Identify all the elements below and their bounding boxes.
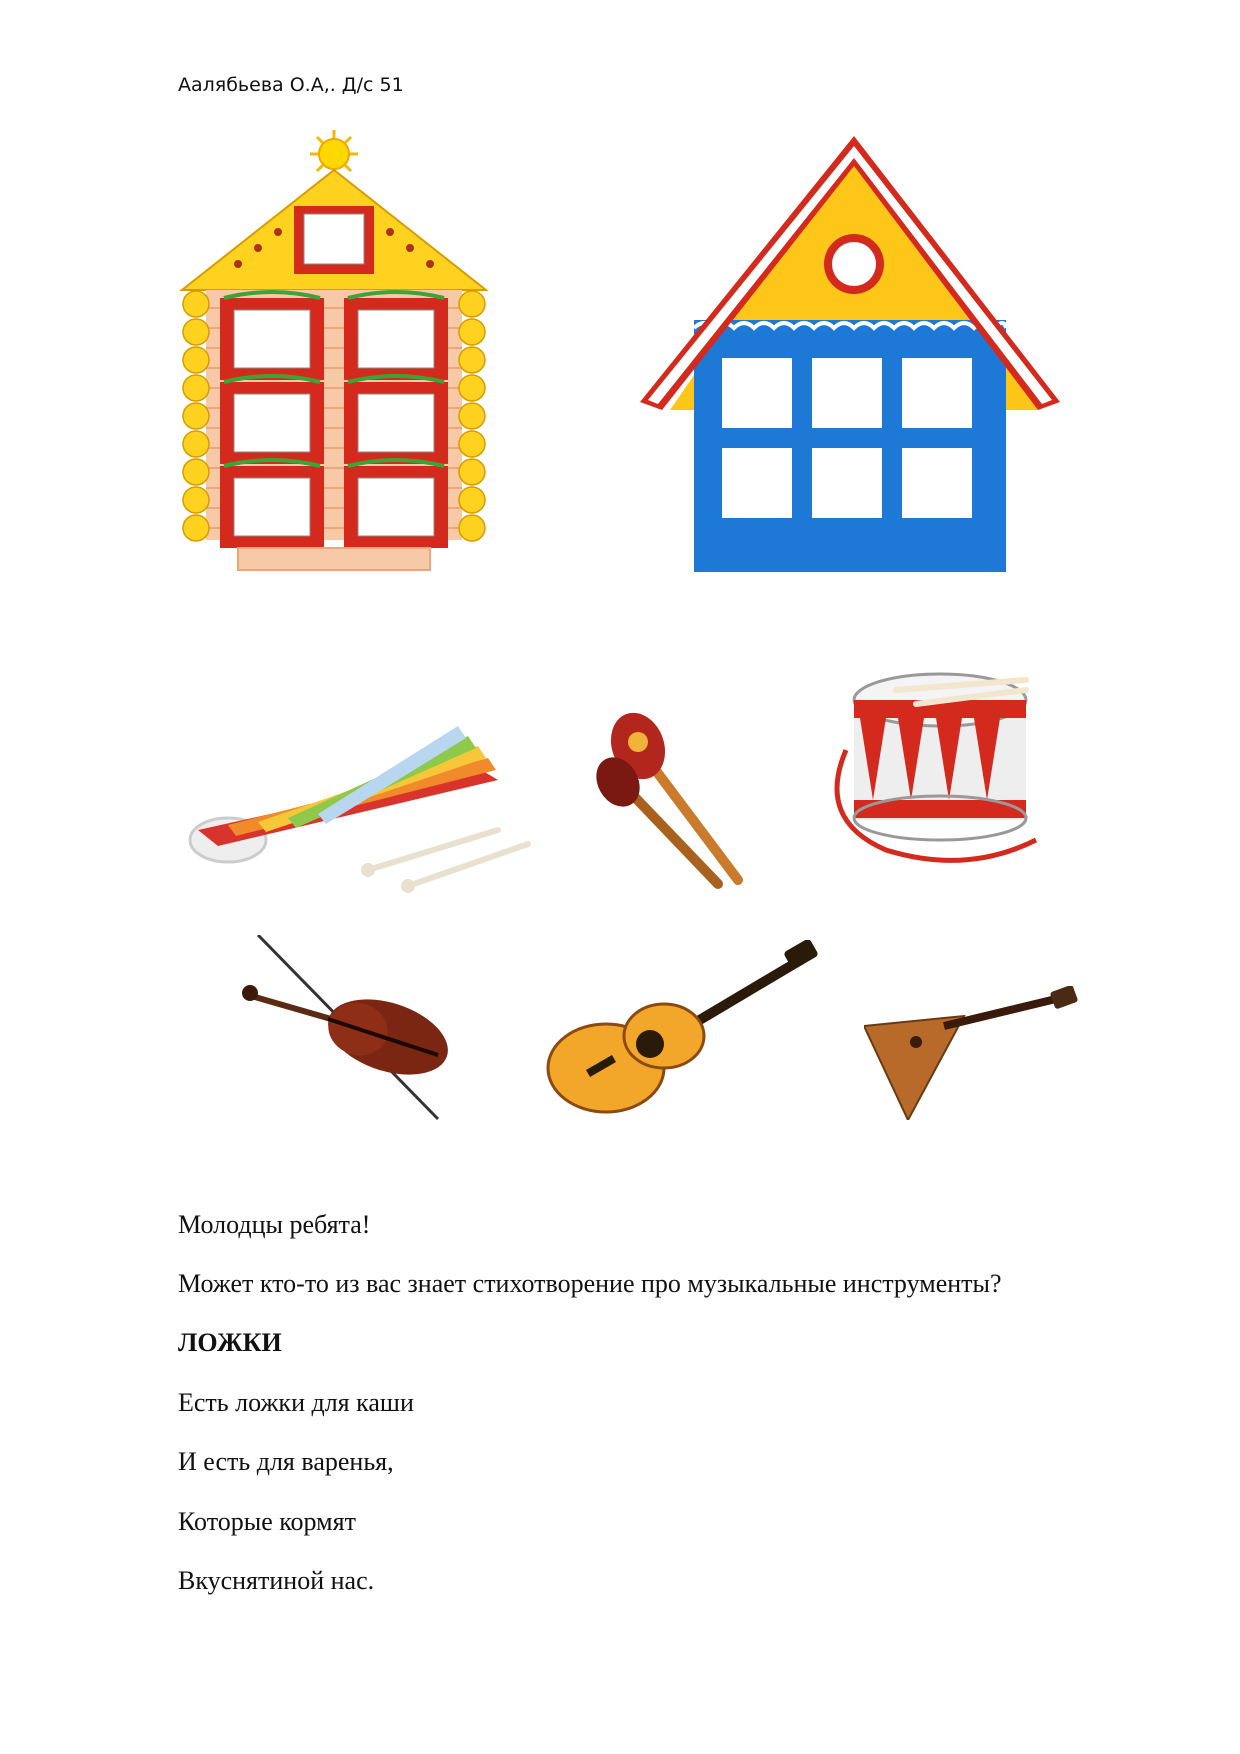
poem-line: Которые кормят	[178, 1507, 356, 1536]
praise-text: Молодцы ребята!	[178, 1210, 371, 1239]
question-text: Может кто-то из вас знает стихотворение про музыкальные инструменты?	[178, 1269, 1002, 1298]
log-house-illustration	[178, 128, 490, 572]
blue-house-illustration	[640, 132, 1060, 572]
poem-line: И есть для варенья,	[178, 1447, 394, 1476]
drum-photo	[826, 660, 1056, 900]
header-author: Аалябьева О.А,. Д/с 51	[178, 74, 404, 96]
violin-photo	[238, 935, 458, 1125]
balalaika-photo	[864, 986, 1084, 1120]
xylophone-photo	[178, 680, 548, 910]
wooden-spoons-photo	[578, 700, 784, 894]
poem-line: Есть ложки для каши	[178, 1388, 414, 1417]
poem-title: ЛОЖКИ	[178, 1328, 282, 1357]
guitar-photo	[546, 940, 818, 1118]
poem-line: Вкуснятиной нас.	[178, 1566, 375, 1595]
